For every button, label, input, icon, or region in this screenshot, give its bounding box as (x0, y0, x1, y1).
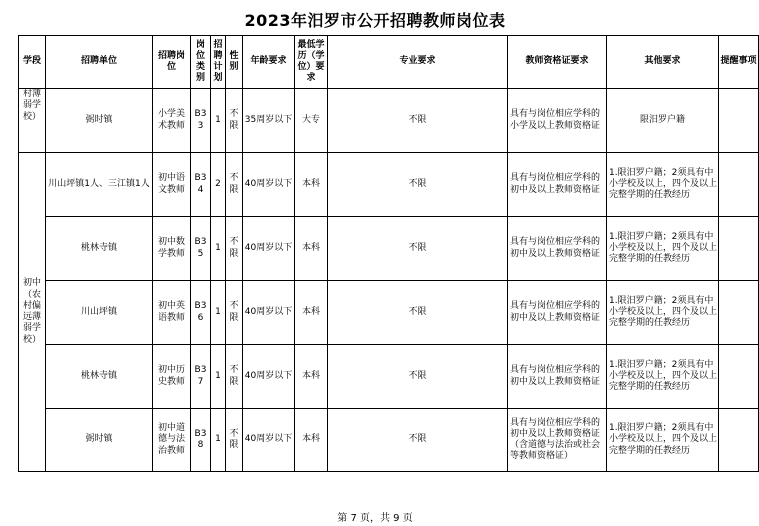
cell-certificate: 具有与岗位相应学科的初中及以上教师资格证（含道德与法治或社会等教师资格证） (508, 409, 607, 472)
cell-remarks (719, 217, 759, 281)
stage-label-top: 村薄弱学校） (22, 89, 41, 122)
table-row (19, 89, 759, 153)
header-school-stage: 学段 (19, 36, 46, 89)
cell-plan: 1 (211, 217, 226, 281)
cell-certificate: 具有与岗位相应学科的初中及以上教师资格证 (508, 281, 607, 345)
cell-age: 40周岁以下 (243, 281, 295, 345)
recruitment-table (18, 35, 759, 472)
cell-post: 初中道德与法治教师 (153, 409, 191, 472)
header-unit: 招聘单位 (46, 36, 153, 89)
header-plan: 招聘计划 (211, 36, 226, 89)
cell-education: 本科 (295, 409, 328, 472)
cell-other: 1.限汨罗户籍；2须具有中小学校及以上，四个及以上完整学期的任教经历 (607, 345, 719, 409)
cell-remarks (719, 409, 759, 472)
cell-age: 40周岁以下 (243, 409, 295, 472)
cell-gender: 不限 (226, 153, 243, 217)
header-post: 招聘岗位 (153, 36, 191, 89)
cell-post: 初中历史教师 (153, 345, 191, 409)
cell-remarks (719, 153, 759, 217)
cell-gender: 不限 (226, 217, 243, 281)
page-footer: 第 7 页，共 9 页 (337, 513, 413, 524)
table-row (19, 345, 759, 409)
table-row (19, 217, 759, 281)
cell-post: 小学美术教师 (153, 89, 191, 153)
cell-plan: 1 (211, 281, 226, 345)
cell-education: 本科 (295, 281, 328, 345)
cell-post-type: B36 (191, 281, 211, 345)
cell-age: 40周岁以下 (243, 153, 295, 217)
cell-other: 1.限汨罗户籍；2须具有中小学校及以上，四个及以上完整学期的任教经历 (607, 281, 719, 345)
cell-gender: 不限 (226, 281, 243, 345)
cell-post: 初中数学教师 (153, 217, 191, 281)
cell-major: 不限 (328, 409, 508, 472)
cell-certificate: 具有与岗位相应学科的初中及以上教师资格证 (508, 217, 607, 281)
cell-post-type: B37 (191, 345, 211, 409)
cell-post: 初中英语教师 (153, 281, 191, 345)
header-major: 专业要求 (328, 36, 508, 89)
stage-cell-middle (19, 153, 46, 472)
cell-plan: 1 (211, 409, 226, 472)
cell-education: 本科 (295, 217, 328, 281)
stage-cell-top (19, 89, 46, 153)
header-age: 年龄要求 (243, 36, 295, 89)
cell-post: 初中语文教师 (153, 153, 191, 217)
header-post-type: 岗位类别 (191, 36, 211, 89)
cell-education: 大专 (295, 89, 328, 153)
cell-unit: 弼时镇 (46, 89, 153, 153)
header-education: 最低学历（学位）要求 (295, 36, 328, 89)
page-title: 2023年汨罗市公开招聘教师岗位表 (244, 11, 506, 30)
cell-other: 限汨罗户籍 (607, 89, 719, 153)
cell-post-type: B38 (191, 409, 211, 472)
cell-certificate: 具有与岗位相应学科的初中及以上教师资格证 (508, 153, 607, 217)
cell-post-type: B35 (191, 217, 211, 281)
cell-major: 不限 (328, 153, 508, 217)
cell-post-type: B34 (191, 153, 211, 217)
cell-other: 1.限汨罗户籍；2须具有中小学校及以上，四个及以上完整学期的任教经历 (607, 409, 719, 472)
cell-unit: 川山坪镇 (46, 281, 153, 345)
cell-unit: 桃林寺镇 (46, 345, 153, 409)
cell-major: 不限 (328, 217, 508, 281)
cell-education: 本科 (295, 153, 328, 217)
cell-other: 1.限汨罗户籍；2须具有中小学校及以上，四个及以上完整学期的任教经历 (607, 217, 719, 281)
cell-gender: 不限 (226, 345, 243, 409)
table-row (19, 409, 759, 472)
cell-remarks (719, 281, 759, 345)
table-row (19, 281, 759, 345)
cell-certificate: 具有与岗位相应学科的小学及以上教师资格证 (508, 89, 607, 153)
header-gender: 性别 (226, 36, 243, 89)
cell-plan: 1 (211, 89, 226, 153)
cell-plan: 1 (211, 345, 226, 409)
cell-unit: 桃林寺镇 (46, 217, 153, 281)
cell-education: 本科 (295, 345, 328, 409)
cell-major: 不限 (328, 281, 508, 345)
stage-label-middle: 初中（农村偏远薄弱学校） (22, 278, 41, 345)
cell-remarks (719, 89, 759, 153)
table-row (19, 153, 759, 217)
header-remarks: 提醒事项 (719, 36, 759, 89)
cell-age: 35周岁以下 (243, 89, 295, 153)
cell-major: 不限 (328, 345, 508, 409)
cell-gender: 不限 (226, 409, 243, 472)
cell-certificate: 具有与岗位相应学科的初中及以上教师资格证 (508, 345, 607, 409)
cell-plan: 2 (211, 153, 226, 217)
cell-age: 40周岁以下 (243, 217, 295, 281)
header-row (19, 36, 759, 89)
cell-age: 40周岁以下 (243, 345, 295, 409)
cell-post-type: B33 (191, 89, 211, 153)
cell-major: 不限 (328, 89, 508, 153)
header-other: 其他要求 (607, 36, 719, 89)
cell-unit: 川山坪镇1人、三江镇1人 (46, 153, 153, 217)
cell-gender: 不限 (226, 89, 243, 153)
header-certificate: 教师资格证要求 (508, 36, 607, 89)
cell-other: 1.限汨罗户籍；2须具有中小学校及以上，四个及以上完整学期的任教经历 (607, 153, 719, 217)
cell-remarks (719, 345, 759, 409)
cell-unit: 弼时镇 (46, 409, 153, 472)
